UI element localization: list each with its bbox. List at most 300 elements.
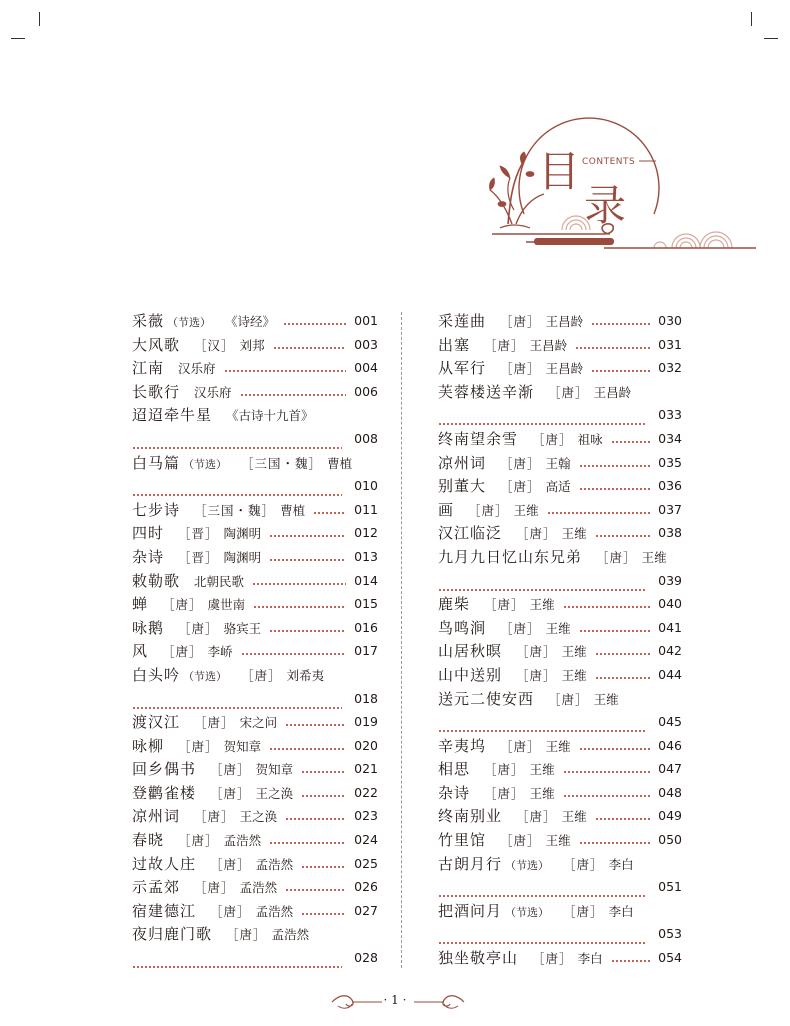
excerpt-note: （节选）: [183, 457, 228, 471]
toc-entry-text: [132, 500, 305, 521]
page-ref: 013: [354, 548, 378, 564]
toc-entry[interactable]: [132, 759, 378, 783]
dynasty-label: ［唐］: [210, 856, 251, 872]
leader-row: [595, 665, 682, 685]
leader-row: [438, 405, 682, 425]
leader-dots: [269, 535, 346, 537]
leader-dots: [438, 730, 646, 732]
page-ref: 034: [658, 430, 682, 446]
dynasty-label: ［唐］: [516, 526, 557, 542]
poem-title: 山中送别: [438, 665, 503, 684]
toc-entry[interactable]: [438, 547, 682, 594]
toc-entry-line: [438, 736, 682, 760]
dynasty-label: ［唐］: [516, 809, 557, 825]
toc-entry-text: [132, 924, 309, 945]
toc-entry-line: [438, 429, 682, 453]
toc-entry-text: [132, 854, 293, 875]
contents-title-char-1: 目: [538, 147, 581, 196]
author-name: 贺知章: [255, 762, 294, 778]
page-ref: 047: [658, 761, 682, 777]
toc-entry-line: [132, 924, 378, 948]
author-name: 王维: [561, 667, 587, 683]
dynasty-label: ［唐］: [468, 502, 509, 518]
toc-entry-text: [438, 547, 667, 568]
toc-entry[interactable]: [438, 311, 682, 335]
toc-entry[interactable]: [438, 453, 682, 477]
toc-entry-text: [132, 712, 277, 733]
leader-dots: [579, 488, 650, 490]
toc-entry[interactable]: [438, 948, 682, 972]
toc-entry[interactable]: [132, 641, 378, 665]
toc-entry-text: [438, 453, 571, 474]
leader-row: [438, 712, 682, 732]
toc-entry-line-wrapped: [132, 429, 378, 453]
leader-row: [285, 712, 378, 732]
dynasty-label: ［汉］: [194, 337, 235, 353]
toc-entry-text: [438, 736, 571, 757]
leader-row: [579, 618, 682, 638]
toc-entry-text: [132, 783, 293, 804]
toc-entry-text: [438, 382, 631, 403]
toc-entry[interactable]: [438, 618, 682, 642]
leader-dots: [611, 441, 650, 443]
dynasty-label: ［唐］: [178, 738, 219, 754]
leader-row: [438, 877, 682, 897]
toc-entry-line-wrapped: [438, 712, 682, 736]
leader-row: [224, 358, 378, 378]
page-ref: 046: [658, 737, 682, 753]
author-name: 李白: [608, 856, 634, 872]
page-ref: 021: [354, 761, 378, 777]
toc-column-right: [438, 311, 682, 972]
toc-entry[interactable]: [438, 736, 682, 760]
poem-title: 蝉: [132, 595, 149, 614]
leader-dots: [563, 771, 650, 773]
poem-title: 终南别业: [438, 807, 503, 826]
leader-row: [132, 689, 378, 709]
page-ref: 033: [658, 407, 682, 423]
toc-entry-line: [438, 783, 682, 807]
excerpt-note: （节选）: [183, 669, 228, 683]
leader-dots: [132, 494, 342, 496]
toc-entry[interactable]: [438, 335, 682, 359]
toc-entry-text: [132, 877, 277, 898]
leader-dots: [438, 895, 646, 897]
page-ref: 020: [354, 737, 378, 753]
page-ref: 012: [354, 525, 378, 541]
dynasty-label: ［唐］: [226, 927, 267, 943]
toc-entry[interactable]: [438, 806, 682, 830]
page-ref: 040: [658, 596, 682, 612]
author-name: 王昌龄: [545, 361, 584, 377]
leader-row: [579, 476, 682, 496]
page-ref: 011: [354, 501, 378, 517]
toc-entry-text: [132, 759, 293, 780]
leader-dots: [283, 323, 346, 325]
toc-entry[interactable]: [132, 877, 378, 901]
toc-entry-text: [132, 335, 265, 356]
toc-entry-text: [438, 665, 587, 686]
toc-entry-line: [438, 523, 682, 547]
author-name: 虞世南: [207, 597, 246, 613]
poem-title: 辛夷坞: [438, 736, 487, 755]
toc-entry-line: [132, 594, 378, 618]
page-ref: 028: [354, 950, 378, 966]
leader-row: [591, 311, 682, 331]
leader-dots: [579, 630, 650, 632]
page-ref: 006: [354, 383, 378, 399]
footer-ornament-right: [396, 992, 466, 1012]
leader-row: [547, 500, 682, 520]
toc-entry[interactable]: [132, 311, 378, 335]
excerpt-note: （节选）: [505, 905, 550, 919]
leader-row: [563, 783, 682, 803]
toc-entry-line: [438, 689, 682, 713]
poem-title: 终南望余雪: [438, 429, 519, 448]
leader-dots: [285, 724, 346, 726]
dynasty-label: ［唐］: [563, 903, 604, 919]
leader-dots: [575, 347, 650, 349]
leader-dots: [252, 583, 346, 585]
page-ref: 054: [658, 950, 682, 966]
toc-entry-line: [438, 335, 682, 359]
poem-title: 七步诗: [132, 500, 181, 519]
leader-dots: [240, 394, 346, 396]
contents-title-char-2: 录: [584, 181, 627, 230]
toc-entry-line: [132, 736, 378, 760]
toc-entry[interactable]: [438, 358, 682, 382]
toc-entry[interactable]: [132, 830, 378, 854]
author-name: 北朝民歌: [194, 573, 245, 589]
toc-entry-text: [132, 382, 232, 403]
toc-entry-text: [438, 523, 587, 544]
toc-entry[interactable]: [132, 405, 378, 452]
toc-entry[interactable]: [132, 924, 378, 971]
toc-entry[interactable]: [132, 335, 378, 359]
author-name: 王昌龄: [529, 337, 568, 353]
toc-entry[interactable]: [438, 759, 682, 783]
toc-entry[interactable]: [132, 783, 378, 807]
leader-row: [579, 830, 682, 850]
author-name: 陶渊明: [223, 526, 262, 542]
toc-entry[interactable]: [132, 712, 378, 736]
poem-title: 风: [132, 642, 149, 661]
page-ref: 027: [354, 902, 378, 918]
toc-entry-line: [132, 806, 378, 830]
author-name: 王维: [513, 502, 539, 518]
page-ref: 048: [658, 784, 682, 800]
toc-entry-text: [132, 830, 261, 851]
poem-title: 鹿柴: [438, 595, 471, 614]
crop-mark-top-left-h: [11, 38, 25, 39]
toc-entry-line: [438, 854, 682, 878]
leader-dots: [591, 323, 650, 325]
leader-dots: [313, 512, 346, 514]
leader-dots: [301, 866, 346, 868]
toc-entry[interactable]: [132, 571, 378, 595]
toc-entry[interactable]: [438, 854, 682, 901]
leader-row: [241, 641, 378, 661]
toc-entry-text: [132, 571, 244, 592]
poem-title: 迢迢牵牛星: [132, 406, 213, 425]
toc-entry-text: [132, 311, 275, 333]
toc-entry-text: [132, 641, 233, 662]
leader-row: [132, 429, 378, 449]
leader-row: [301, 783, 378, 803]
poem-title: 春晓: [132, 831, 165, 850]
toc-entry-line-wrapped: [438, 924, 682, 948]
author-name: 王翰: [545, 455, 571, 471]
author-name: 《诗经》: [225, 314, 276, 329]
page-ref: 049: [658, 808, 682, 824]
poem-title: 古朗月行: [438, 854, 503, 873]
toc-entry-text: [438, 806, 587, 827]
toc-entry-text: [438, 759, 555, 780]
dynasty-label: ［唐］: [194, 715, 235, 731]
leader-dots: [285, 818, 346, 820]
toc-entry-line: [132, 783, 378, 807]
toc-entry-line-wrapped: [438, 877, 682, 901]
leader-row: [252, 571, 378, 591]
toc-entry[interactable]: [438, 500, 682, 524]
toc-entry-line: [132, 523, 378, 547]
dynasty-label: ［唐］: [210, 762, 251, 778]
poem-title: 过故人庄: [132, 854, 197, 873]
page-ref: 014: [354, 572, 378, 588]
poem-title: 独坐敬亭山: [438, 949, 519, 968]
author-name: 王之涣: [239, 809, 278, 825]
author-name: 王维: [529, 597, 555, 613]
poem-title: 回乡偶书: [132, 760, 197, 779]
dynasty-label: ［唐］: [210, 903, 251, 919]
author-name: 贺知章: [223, 738, 262, 754]
toc-entry-text: [438, 500, 539, 521]
toc-entry[interactable]: [132, 665, 378, 712]
page-ref: 039: [658, 572, 682, 588]
page-ref: 041: [658, 619, 682, 635]
toc-entry-line: [438, 311, 682, 335]
leader-dots: [563, 795, 650, 797]
toc-entry[interactable]: [438, 830, 682, 854]
poem-title: 四时: [132, 524, 165, 543]
toc-entry-text: [438, 618, 571, 639]
toc-entry-text: [132, 736, 261, 757]
poem-title: 画: [438, 500, 455, 519]
toc-entry-text: [438, 594, 555, 615]
dynasty-label: ［唐］: [500, 314, 541, 329]
toc-entry-text: [132, 523, 261, 544]
toc-entry-text: [132, 405, 314, 426]
leader-row: [273, 335, 378, 355]
author-name: 孟浩然: [271, 927, 310, 943]
toc-entry[interactable]: [438, 689, 682, 736]
dynasty-label: ［唐］: [210, 785, 251, 801]
toc-entry-text: [132, 806, 277, 827]
poem-title: 白马篇: [132, 453, 181, 472]
poem-title: 汉江临泛: [438, 524, 503, 543]
toc-entry[interactable]: [438, 783, 682, 807]
author-name: 骆宾王: [223, 620, 262, 636]
dynasty-label: ［唐］: [484, 762, 525, 778]
toc-entry[interactable]: [132, 453, 378, 500]
author-name: 高适: [545, 479, 571, 495]
toc-entry-text: [438, 854, 634, 876]
page-ref: 035: [658, 454, 682, 470]
toc-entry-text: [438, 476, 571, 497]
toc-entry[interactable]: [438, 523, 682, 547]
contents-subtitle: CONTENTS: [582, 157, 636, 167]
page-ref: 003: [354, 336, 378, 352]
leader-dots: [438, 423, 646, 425]
leader-dots: [591, 370, 650, 372]
leader-row: [269, 523, 378, 543]
toc-entry[interactable]: [132, 806, 378, 830]
red-band: [534, 238, 614, 245]
author-name: 王维: [529, 785, 555, 801]
toc-entry-line: [132, 712, 378, 736]
poem-title: 鸟鸣涧: [438, 618, 487, 637]
toc-entry[interactable]: [438, 665, 682, 689]
poem-title: 示孟郊: [132, 878, 181, 897]
leader-row: [269, 618, 378, 638]
toc-entry[interactable]: [132, 854, 378, 878]
leader-row: [611, 429, 682, 449]
toc-entry[interactable]: [438, 594, 682, 618]
toc-entry[interactable]: [438, 901, 682, 948]
excerpt-note: （节选）: [505, 858, 550, 872]
page-ref: 050: [658, 832, 682, 848]
dynasty-label: ［唐］: [178, 620, 219, 636]
toc-entry[interactable]: [132, 500, 378, 524]
leader-dots: [579, 842, 650, 844]
toc-entry[interactable]: [438, 382, 682, 429]
toc-entry-line: [132, 759, 378, 783]
toc-entry[interactable]: [132, 547, 378, 571]
toc-entry[interactable]: [132, 901, 378, 925]
dynasty-label: ［唐］: [162, 644, 203, 660]
toc-column-left: [132, 311, 378, 972]
toc-entry-text: [132, 665, 324, 687]
poem-title: 渡汉江: [132, 713, 181, 732]
dynasty-label: ［三国・魏］: [194, 502, 276, 518]
leader-dots: [132, 707, 342, 709]
leader-row: [132, 948, 378, 968]
page-ref: 001: [354, 313, 378, 328]
dynasty-label: ［唐］: [532, 951, 573, 967]
author-name: 王之涣: [255, 785, 294, 801]
author-name: 刘希夷: [286, 667, 325, 683]
leader-row: [313, 500, 378, 520]
leader-row: [269, 736, 378, 756]
poem-title: 长歌行: [132, 382, 181, 401]
poem-title: 大风歌: [132, 335, 181, 354]
leader-row: [438, 571, 682, 591]
dynasty-label: ［唐］: [548, 691, 589, 707]
poem-title: 敕勒歌: [132, 571, 181, 590]
toc-entry[interactable]: [132, 594, 378, 618]
page-ref: 026: [354, 879, 378, 895]
toc-entry[interactable]: [132, 523, 378, 547]
toc-entry-text: [132, 618, 261, 639]
author-name: 王维: [561, 644, 587, 660]
page-ref: 016: [354, 619, 378, 635]
dynasty-label: ［晋］: [178, 526, 219, 542]
toc-entry[interactable]: [438, 641, 682, 665]
author-name: 王维: [545, 620, 571, 636]
toc-entry[interactable]: [132, 736, 378, 760]
toc-entry-line: [132, 830, 378, 854]
page-ref: 037: [658, 501, 682, 517]
toc-entry-line: [132, 358, 378, 382]
toc-entry-line: [438, 641, 682, 665]
toc-entry-line: [438, 476, 682, 500]
author-name: 孟浩然: [255, 903, 294, 919]
poem-title: 送元二使安西: [438, 689, 535, 708]
leader-dots: [595, 677, 650, 679]
toc-entry[interactable]: [132, 382, 378, 406]
dynasty-label: ［唐］: [500, 738, 541, 754]
author-name: 王昌龄: [593, 384, 632, 400]
leader-dots: [579, 748, 650, 750]
poem-title: 白头吟: [132, 665, 181, 684]
leader-row: [611, 948, 682, 968]
leader-row: [283, 311, 378, 331]
toc-entry-line: [438, 759, 682, 783]
toc-entry-text: [438, 641, 587, 662]
toc-entry[interactable]: [438, 429, 682, 453]
poem-title: 凉州词: [438, 453, 487, 472]
toc-entry-text: [438, 830, 571, 851]
author-name: 孟浩然: [239, 880, 278, 896]
leader-row: [269, 547, 378, 567]
page-ref: 044: [658, 666, 682, 682]
toc-entry-line: [132, 547, 378, 571]
toc-entry[interactable]: [438, 476, 682, 500]
poem-title: 采薇: [132, 312, 165, 330]
toc-entry[interactable]: [132, 618, 378, 642]
toc-entry-line: [132, 311, 378, 335]
leader-row: [575, 335, 682, 355]
poem-title: 杂诗: [132, 547, 165, 566]
toc-entry-line: [438, 547, 682, 571]
leader-dots: [438, 589, 646, 591]
leader-dots: [269, 748, 346, 750]
author-name: 宋之问: [239, 715, 278, 731]
leader-dots: [595, 818, 650, 820]
poem-title: 山居秋暝: [438, 642, 503, 661]
poem-title: 出塞: [438, 335, 471, 354]
toc-entry[interactable]: [132, 358, 378, 382]
leader-row: [595, 806, 682, 826]
page-ref: 008: [354, 430, 378, 446]
dynasty-label: ［唐］: [532, 431, 573, 447]
toc-entry-text: [438, 311, 583, 332]
leader-row: [253, 594, 378, 614]
page-ref: 010: [354, 478, 378, 494]
author-name: 《古诗十九首》: [226, 408, 314, 424]
page-ref: 038: [658, 525, 682, 541]
leader-row: [132, 476, 378, 496]
toc-entry-line-wrapped: [132, 948, 378, 972]
page-ref: 042: [658, 643, 682, 659]
leader-row: [269, 830, 378, 850]
author-name: 孟浩然: [255, 856, 294, 872]
leader-row: [579, 736, 682, 756]
toc-entry-text: [438, 783, 555, 804]
leader-row: [563, 759, 682, 779]
orchid-icon: [490, 152, 545, 228]
author-name: 王维: [561, 526, 587, 542]
